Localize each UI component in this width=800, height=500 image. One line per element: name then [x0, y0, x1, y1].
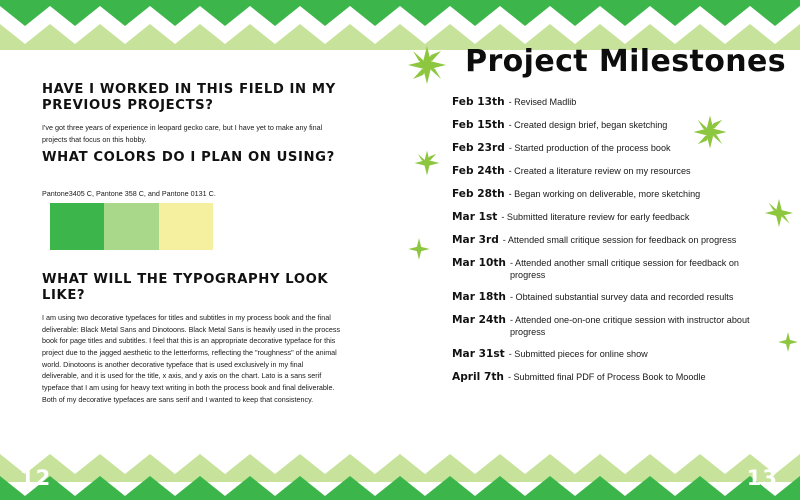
right-page — [400, 0, 800, 500]
list-item — [452, 211, 774, 225]
section-heading: HAVE I WORKED IN THIS FIELD IN MY PREVIOUS PROJECTS? — [42, 82, 336, 113]
color-swatch-row — [50, 203, 213, 250]
milestone-date: Mar 24th — [452, 314, 506, 327]
page-title: Project Milestones — [465, 44, 786, 79]
section-previous-projects — [42, 82, 347, 145]
milestone-text: - Obtained substantial survey data and recorded results — [509, 292, 734, 303]
list-item — [452, 165, 774, 179]
color-swatch-pantone-3405c — [50, 203, 104, 250]
milestone-date: Mar 31st — [452, 347, 505, 360]
milestone-date: April 7th — [452, 370, 504, 383]
list-item — [452, 188, 774, 202]
milestone-date: Mar 1st — [452, 211, 498, 224]
milestone-text: - Created design brief, began sketching — [508, 120, 668, 131]
section-body: I've got three years of experience in leopard gecko care, but I have yet to make any final projects that focus on this hobby. — [42, 123, 323, 144]
milestone-date: Mar 3rd — [452, 234, 499, 247]
section-heading: WHAT COLORS DO I PLAN ON USING? — [42, 150, 335, 165]
milestone-date: Feb 24th — [452, 165, 505, 178]
milestone-date: Mar 18th — [452, 291, 506, 304]
milestone-date: Mar 10th — [452, 257, 506, 270]
milestone-text: - Created a literature review on my resources — [508, 166, 691, 177]
color-swatch-pantone-358c — [104, 203, 158, 250]
list-item — [452, 234, 774, 248]
milestone-text: - Attended another small critique session for feedback on progress — [509, 258, 739, 280]
milestone-text: - Began working on deliverable, more sketching — [508, 189, 701, 200]
milestone-list — [452, 96, 774, 394]
milestone-date: Feb 28th — [452, 188, 505, 201]
list-item — [452, 119, 774, 133]
section-colors — [42, 150, 347, 199]
list-item — [452, 314, 774, 338]
milestone-text: - Submitted literature review for early feedback — [501, 212, 690, 223]
milestone-text: - Revised Madlib — [508, 97, 577, 107]
color-swatch-pantone-0131c — [159, 203, 213, 250]
milestone-date: Feb 13th — [452, 96, 505, 108]
page-number-right: 13 — [746, 466, 778, 490]
list-item — [452, 96, 774, 110]
section-typography — [42, 272, 342, 405]
milestone-text: - Submitted final PDF of Process Book to Moodle — [507, 371, 706, 382]
milestone-text: - Started production of the process book — [508, 143, 671, 154]
milestone-text: - Submitted pieces for online show — [508, 348, 648, 359]
list-item — [452, 257, 774, 281]
section-body: Pantone3405 C, Pantone 358 C, and Pantone 0131 C. — [42, 188, 216, 198]
milestone-date: Feb 15th — [452, 119, 505, 132]
section-body: I am using two decorative typefaces for titles and subtitles in my process book and the final deliverable: Black Metal Sans and Dinotoons. Black Metal Sans is heavily used in the process book for page titles and subtitles. I feel that this is an appropriate decorative typeface for this project due to the jagged aesthetic to the letterforms, reflecting the "roughness" of the animal world. Dinotoons is another decorative typeface that is used exclusively in my final deliverable, and it is used for the title, x axis, and y axis on the chart. Lato is a sans serif typeface that I am using for heavy text writing in both the process book and final deliverable. Both of my decorative typefaces are sans serif and I wanted to keep that consistency. — [42, 313, 341, 404]
list-item — [452, 348, 774, 362]
list-item — [452, 371, 774, 385]
milestone-text: - Attended small critique session for feedback on progress — [502, 235, 737, 246]
milestone-text: - Attended one-on-one critique session with instructor about progress — [509, 315, 750, 337]
milestone-date: Feb 23rd — [452, 142, 505, 155]
section-heading: WHAT WILL THE TYPOGRAPHY LOOK LIKE? — [42, 272, 329, 303]
list-item — [452, 142, 774, 156]
page-number-left: 12 — [20, 466, 52, 490]
list-item — [452, 291, 774, 305]
